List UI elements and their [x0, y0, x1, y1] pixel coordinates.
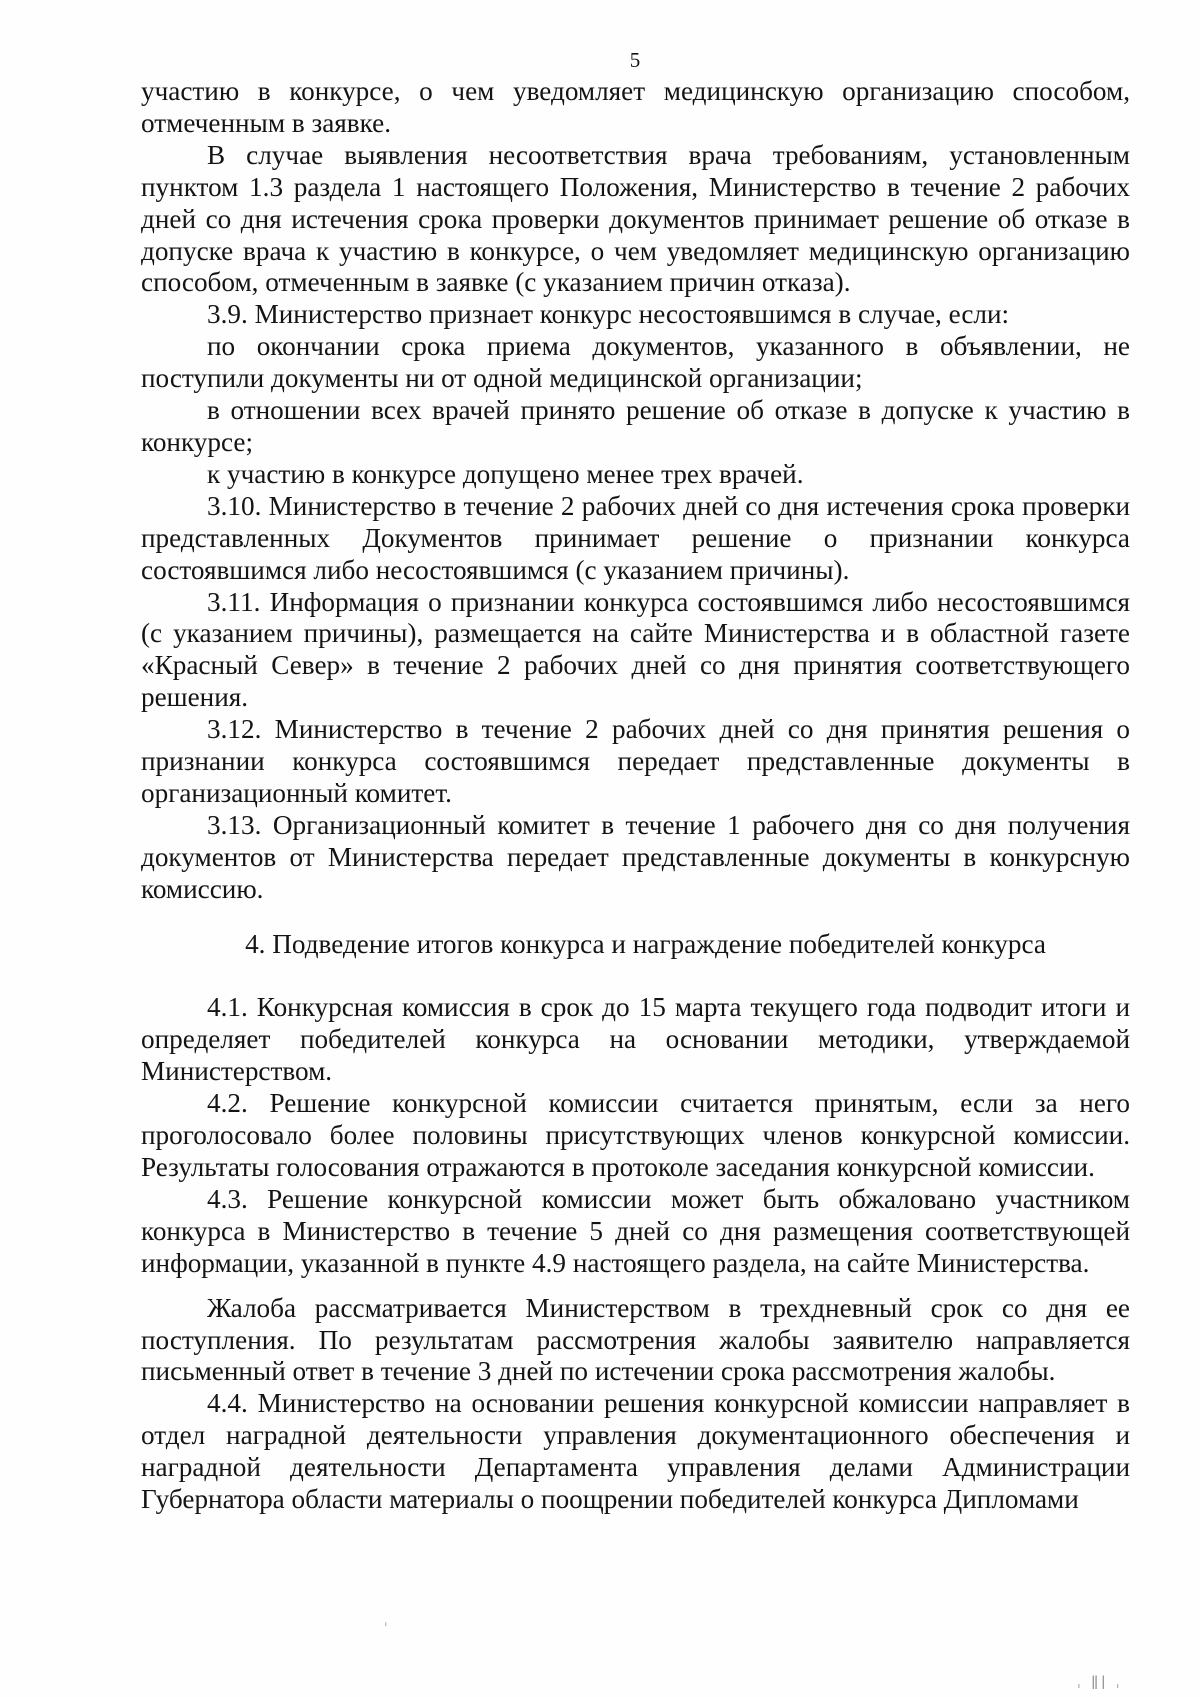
- clause-3-12: 3.12. Министерство в течение 2 рабочих дней со дня принятия решения о признании конкурса состоявшимся передает представленные документы в организационный комитет.: [141, 714, 1130, 808]
- clause-3-11: 3.11. Информация о признании конкурса состоявшимся либо несостоявшимся (с указанием причины), размещается на сайте Министерства и в областной газете «Красный Север» в течение 2 рабочих дней со дня принятия соответствующего решения.: [141, 586, 1130, 713]
- paragraph-doctor-mismatch: В случае выявления несоответствия врача требованиям, установленным пунктом 1.3 раздела 1 настоящего Положения, Министерство в течение 2 рабочих дней со дня истечения срока проверки документов принимает решение об отказе в допуске врача к участию в конкурсе, о чем уведомляет медицинскую организацию способом, отмеченным в заявке (с указанием причин отказа).: [141, 139, 1130, 298]
- clause-3-10: 3.10. Министерство в течение 2 рабочих дней со дня истечения срока проверки представленных Документов принимает решение о признании конкурса состоявшимся либо несостоявшимся (с указанием причины).: [141, 490, 1130, 585]
- scan-edge-marks: ˌ ǁǀ ˌ: [1077, 1674, 1123, 1690]
- clause-4-1: 4.1. Конкурсная комиссия в срок до 15 марта текущего года подводит итоги и определяет победителей конкурса на основании методики, утверждаемой Министерством.: [141, 992, 1130, 1087]
- section-heading-4: 4. Подведение итогов конкурса и награждение победителей конкурса: [245, 928, 1046, 959]
- paragraph-continuation: участию в конкурсе, о чем уведомляет медицинскую организацию способом, отмеченным в заявке.: [141, 76, 1130, 138]
- clause-4-3: 4.3. Решение конкурсной комиссии может быть обжаловано участником конкурса в Министерство в течение 5 дней со дня размещения соответствующей информации, указанной в пункте 4.9 настоящего раздела, на сайте Министерства.: [141, 1183, 1130, 1278]
- clause-4-4: 4.4. Министерство на основании решения конкурсной комиссии направляет в отдел наградной деятельности управления документационного обеспечения и наградной деятельности Департамента управления делами Администрации Губернатора области материалы о поощрении победителей конкурса Дипломами: [141, 1388, 1130, 1515]
- clause-3-9-condition-1: по окончании срока приема документов, указанного в объявлении, не поступили документы ни от одной медицинской организации;: [141, 331, 1130, 394]
- clause-4-2: 4.2. Решение конкурсной комиссии считается принятым, если за него проголосовало более половины присутствующих членов конкурсной комиссии. Результаты голосования отражаются в протоколе заседания конкурсной комиссии.: [141, 1088, 1130, 1182]
- scan-speck: ˌ: [384, 1613, 388, 1628]
- document-body: [141, 76, 1130, 1516]
- clause-3-9: 3.9. Министерство признает конкурс несостоявшимся в случае, если:: [207, 299, 1010, 330]
- clause-3-13: 3.13. Организационный комитет в течение 1 рабочего дня со дня получения документов от Министерства передает представленные документы в конкурсную комиссию.: [141, 809, 1130, 904]
- clause-3-9-condition-3: к участию в конкурсе допущено менее трех врачей.: [207, 458, 804, 489]
- page-number: 5: [629, 48, 641, 72]
- clause-3-9-condition-2: в отношении всех врачей принято решение об отказе в допуске к участию в конкурсе;: [141, 395, 1130, 457]
- paragraph-complaint: Жалоба рассматривается Министерством в трехдневный срок со дня ее поступления. По результатам рассмотрения жалобы заявителю направляется письменный ответ в течение 3 дней по истечении срока рассмотрения жалобы.: [141, 1292, 1130, 1387]
